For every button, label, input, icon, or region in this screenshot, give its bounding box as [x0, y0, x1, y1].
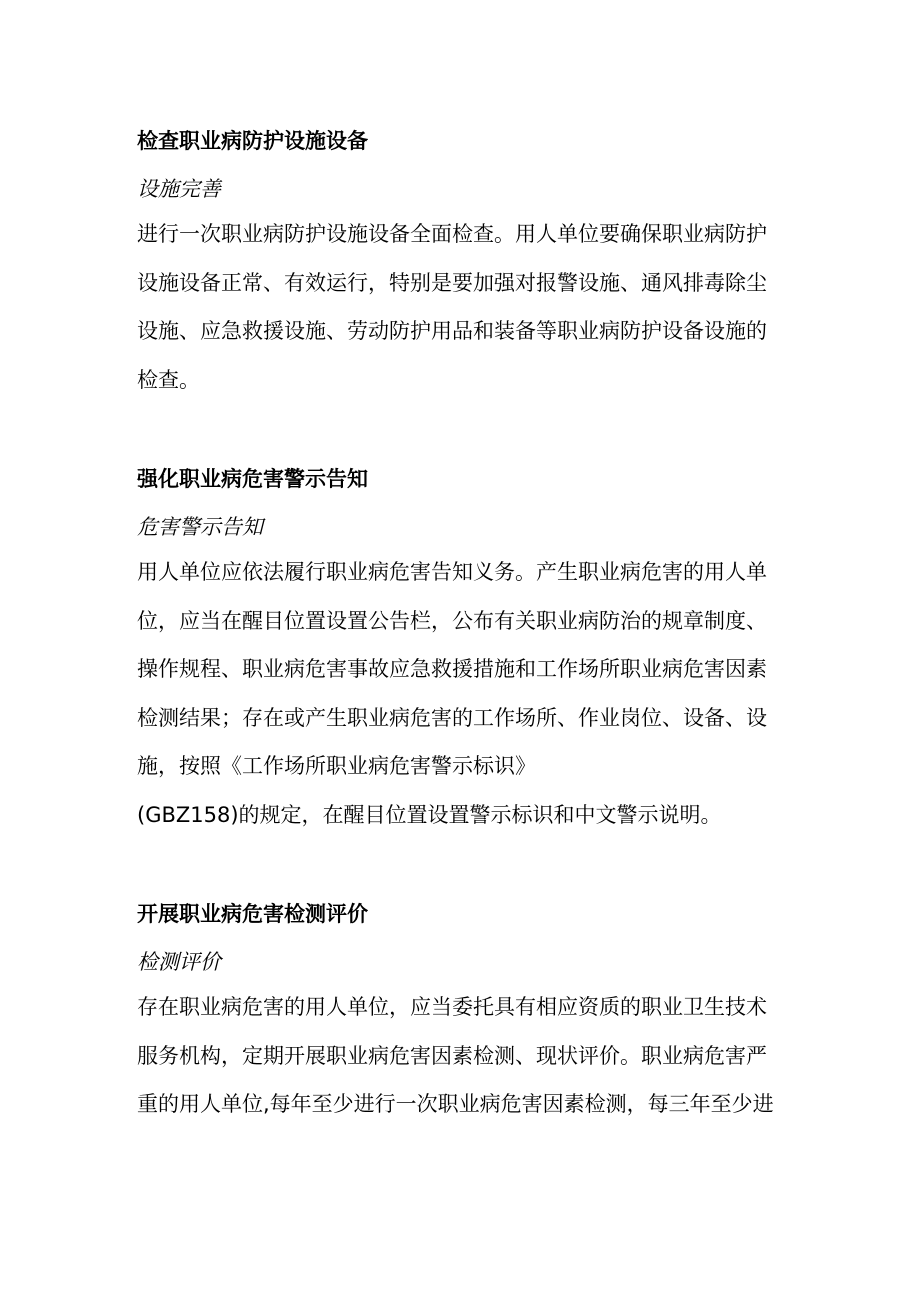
paragraph-line: 位，应当在醒目位置设置公告栏，公布有关职业病防治的规章制度、	[137, 608, 767, 633]
section-subheading: 危害警示告知	[137, 515, 263, 539]
section-body	[137, 210, 797, 404]
paragraph-line: 操作规程、职业病危害事故应急救援措施和工作场所职业病危害因素	[137, 657, 767, 681]
section-heading: 强化职业病危害警示告知	[137, 467, 368, 491]
paragraph-line: 用人单位应依法履行职业病危害告知义务。产生职业病危害的用人单	[137, 560, 767, 584]
paragraph-line: 进行一次职业病防护设施设备全面检查。用人单位要确保职业病防护	[137, 222, 767, 246]
section-subheading: 检测评价	[137, 950, 221, 974]
section-body	[137, 983, 797, 1129]
paragraph-line: 服务机构，定期开展职业病危害因素检测、现状评价。职业病危害严	[137, 1043, 767, 1068]
section-subheading: 设施完善	[137, 177, 221, 201]
section-protective-facilities	[137, 127, 797, 404]
paragraph-line: (GBZ158)的规定，在醒目位置设置警示标识和中文警示说明。	[137, 802, 722, 827]
section-heading: 开展职业病危害检测评价	[137, 902, 368, 926]
section-body	[137, 548, 797, 839]
paragraph-line: 设施设备正常、有效运行，特别是要加强对报警设施、通风排毒除尘	[137, 270, 767, 295]
paragraph-line: 施，按照《工作场所职业病危害警示标识》	[137, 754, 536, 778]
paragraph-line: 重的用人单位,每年至少进行一次职业病危害因素检测，每三年至少进	[137, 1092, 774, 1116]
section-hazard-testing	[137, 900, 797, 1129]
paragraph-line: 检测结果；存在或产生职业病危害的工作场所、作业岗位、设备、设	[137, 705, 767, 730]
section-heading: 检查职业病防护设施设备	[137, 129, 368, 153]
paragraph-line: 检查。	[137, 367, 200, 392]
section-hazard-notice	[137, 465, 797, 839]
paragraph-line: 存在职业病危害的用人单位，应当委托具有相应资质的职业卫生技术	[137, 995, 767, 1019]
paragraph-line: 设施、应急救援设施、劳动防护用品和装备等职业病防护设备设施的	[137, 319, 767, 343]
